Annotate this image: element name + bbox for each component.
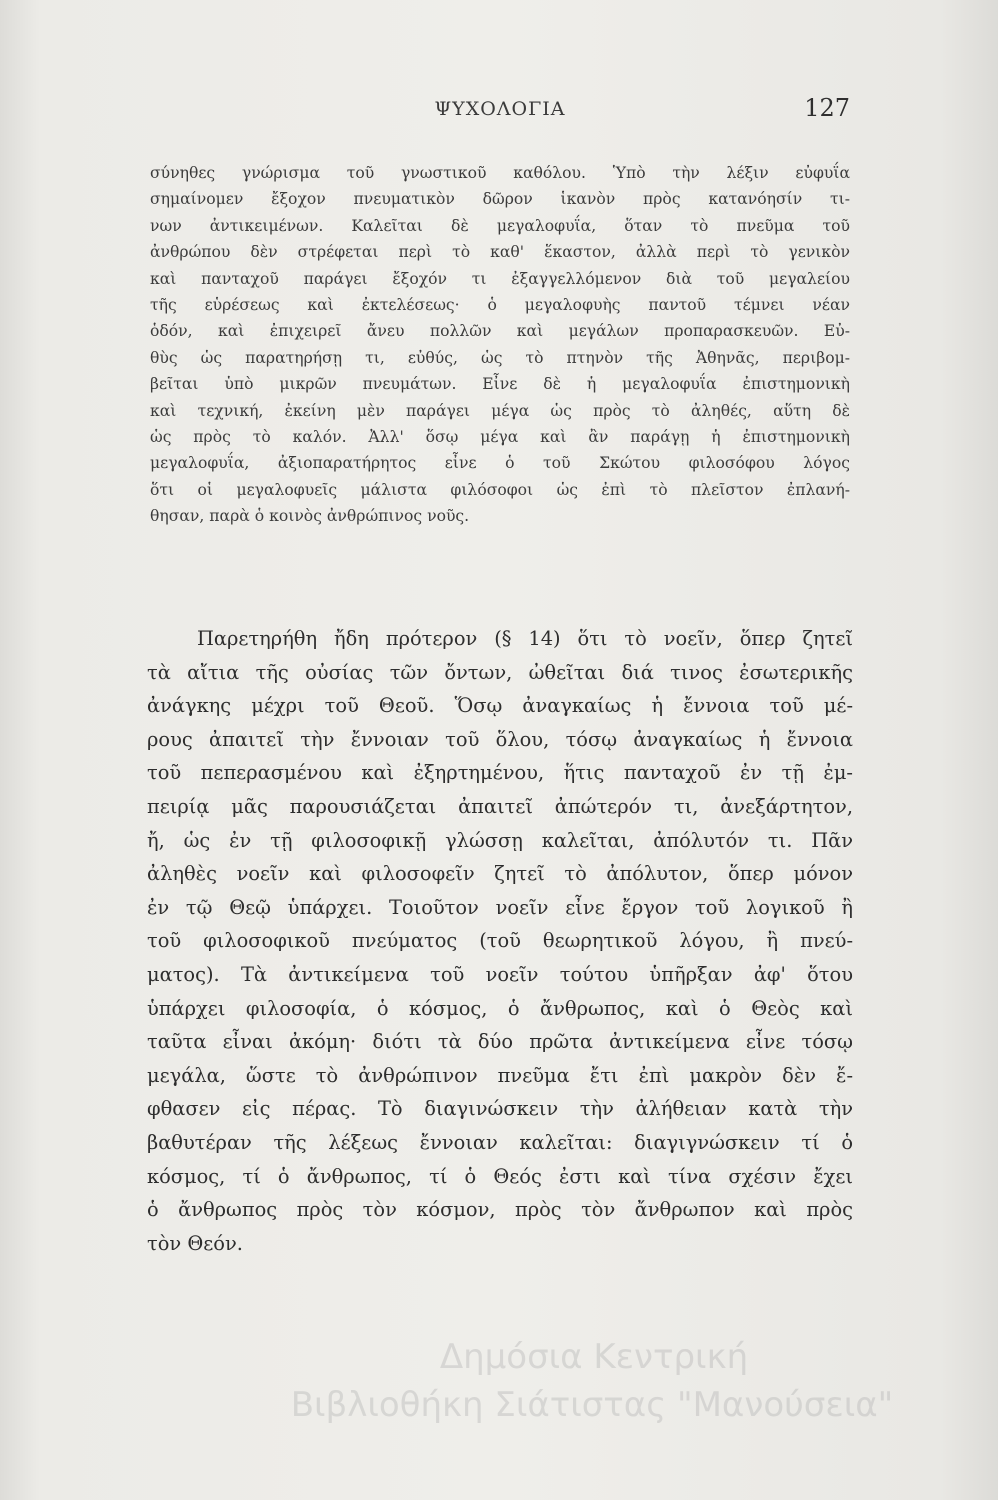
text-line: μεγαλοφυΐα, ἀξιοπαρατήρητος εἶνε ὁ τοῦ Σκώτου φιλοσόφου λόγος	[150, 454, 850, 473]
text-line: ὁ ἄνθρωπος πρὸς τὸν κόσμον, πρὸς τὸν ἄνθρωπον καὶ πρὸς	[147, 1198, 853, 1222]
text-line: πειρίᾳ μᾶς παρουσιάζεται ἀπαιτεῖ ἀπώτερόν τι, ἀνεξάρτητον,	[147, 794, 853, 818]
text-line: ἤ, ὡς ἐν τῇ φιλοσοφικῇ γλώσσῃ καλεῖται, ἀπόλυτόν τι. Πᾶν	[147, 828, 853, 852]
text-line: ὑπάρχει φιλοσοφία, ὁ κόσμος, ὁ ἄνθρωπος, καὶ ὁ Θεὸς καὶ	[147, 996, 853, 1020]
text-line: καὶ τεχνική, ἐκείνη μὲν παράγει μέγα ὡς πρὸς τὸ ἀληθές, αὕτη δὲ	[150, 401, 850, 420]
text-line: ἀνθρώπου δὲν στρέφεται περὶ τὸ καθ' ἕκαστον, ἀλλὰ περὶ τὸ γενικὸν	[150, 243, 850, 262]
text-line: θὺς ὡς παρατηρήσῃ τι, εὐθύς, ὡς τὸ πτηνὸν τῆς Ἀθηνᾶς, περιβομ-	[150, 348, 850, 367]
text-line: τοῦ πεπερασμένου καὶ ἐξηρτημένου, ἥτις πανταχοῦ ἐν τῇ ἐμ-	[147, 761, 853, 785]
text-line: σύνηθες γνώρισμα τοῦ γνωστικοῦ καθόλου. Ὑπὸ τὴν λέξιν εὐφυΐα	[150, 164, 850, 182]
text-line: ὅτι οἱ μεγαλοφυεῖς μάλιστα φιλόσοφοι ὡς ἐπὶ τὸ πλεῖστον ἐπλανή-	[150, 480, 850, 499]
text-line: ἀληθὲς νοεῖν καὶ φιλοσοφεῖν ζητεῖ τὸ ἀπόλυτον, ὅπερ μόνον	[147, 862, 853, 886]
text-line: νων ἀντικειμένων. Καλεῖται δὲ μεγαλοφυΐα, ὅταν τὸ πνεῦμα τοῦ	[150, 216, 850, 235]
text-line: βαθυτέραν τῆς λέξεως ἔννοιαν καλεῖται: διαγιγνώσκειν τί ὁ	[147, 1130, 853, 1154]
text-line: φθασεν εἰς πέρας. Τὸ διαγινώσκειν τὴν ἀλήθειαν κατὰ τὴν	[147, 1097, 853, 1121]
text-line: ἀνάγκης μέχρι τοῦ Θεοῦ. Ὅσῳ ἀναγκαίως ἡ ἔννοια τοῦ μέ-	[147, 694, 853, 718]
text-line: ἐν τῷ Θεῷ ὑπάρχει. Τοιοῦτον νοεῖν εἶνε ἔργον τοῦ λογικοῦ ἢ	[147, 895, 853, 919]
text-line: βεῖται ὑπὸ μικρῶν πνευμάτων. Εἶνε δὲ ἡ μεγαλοφυΐα ἐπιστημονικὴ	[150, 375, 850, 394]
text-line: Παρετηρήθη ἤδη πρότερον (§ 14) ὅτι τὸ νοεῖν, ὅπερ ζητεῖ	[197, 627, 853, 650]
text-line: ταῦτα εἶναι ἀκόμη· διότι τὰ δύο πρῶτα ἀντικείμενα εἶνε τόσῳ	[147, 1030, 853, 1054]
text-line: σημαίνομεν ἔξοχον πνευματικὸν δῶρον ἱκανὸν πρὸς κατανόησίν τι-	[150, 190, 850, 209]
text-line: ὡς πρὸς τὸ καλόν. Ἀλλ' ὅσῳ μέγα καὶ ἂν παράγῃ ἡ ἐπιστημονικὴ	[150, 428, 850, 447]
text-line: θησαν, παρὰ ὁ κοινὸς ἀνθρώπινος νοῦς.	[150, 507, 470, 526]
text-line: τὸν Θεόν.	[147, 1231, 243, 1255]
watermark-line-1: Δημόσια Κεντρική	[439, 1337, 749, 1377]
watermark-line-2: Βιβλιοθήκη Σιάτιστας "Μανούσεια"	[290, 1385, 894, 1425]
text-line: τοῦ φιλοσοφικοῦ πνεύματος (τοῦ θεωρητικοῦ λόγου, ἢ πνεύ-	[147, 929, 853, 953]
text-line: τὰ αἴτια τῆς οὐσίας τῶν ὄντων, ὠθεῖται διά τινος ἐσωτερικῆς	[147, 660, 853, 684]
text-line: κόσμος, τί ὁ ἄνθρωπος, τί ὁ Θεός ἐστι καὶ τίνα σχέσιν ἔχει	[147, 1164, 853, 1188]
text-line: ματος). Τὰ ἀντικείμενα τοῦ νοεῖν τούτου ὑπῆρξαν ἀφ' ὅτου	[147, 962, 853, 986]
text-line: τῆς εὑρέσεως καὶ ἐκτελέσεως· ὁ μεγαλοφυὴς παντοῦ τέμνει νέαν	[150, 296, 850, 315]
text-line: ὁδόν, καὶ ἐπιχειρεῖ ἄνευ πολλῶν καὶ μεγάλων προπαρασκευῶν. Εὐ-	[150, 322, 850, 341]
text-line: ρους ἀπαιτεῖ τὴν ἔννοιαν τοῦ ὅλου, τόσῳ ἀναγκαίως ἡ ἔννοια	[147, 727, 853, 751]
text-line: μεγάλα, ὥστε τὸ ἀνθρώπινον πνεῦμα ἔτι ἐπὶ μακρὸν δὲν ἔ-	[147, 1063, 853, 1087]
page-number: 127	[804, 94, 850, 122]
running-head: ΨΥΧΟΛΟΓΙΑ	[434, 98, 566, 120]
text-line: καὶ πανταχοῦ παράγει ἔξοχόν τι ἐξαγγελλόμενον διὰ τοῦ μεγαλείου	[150, 269, 850, 288]
